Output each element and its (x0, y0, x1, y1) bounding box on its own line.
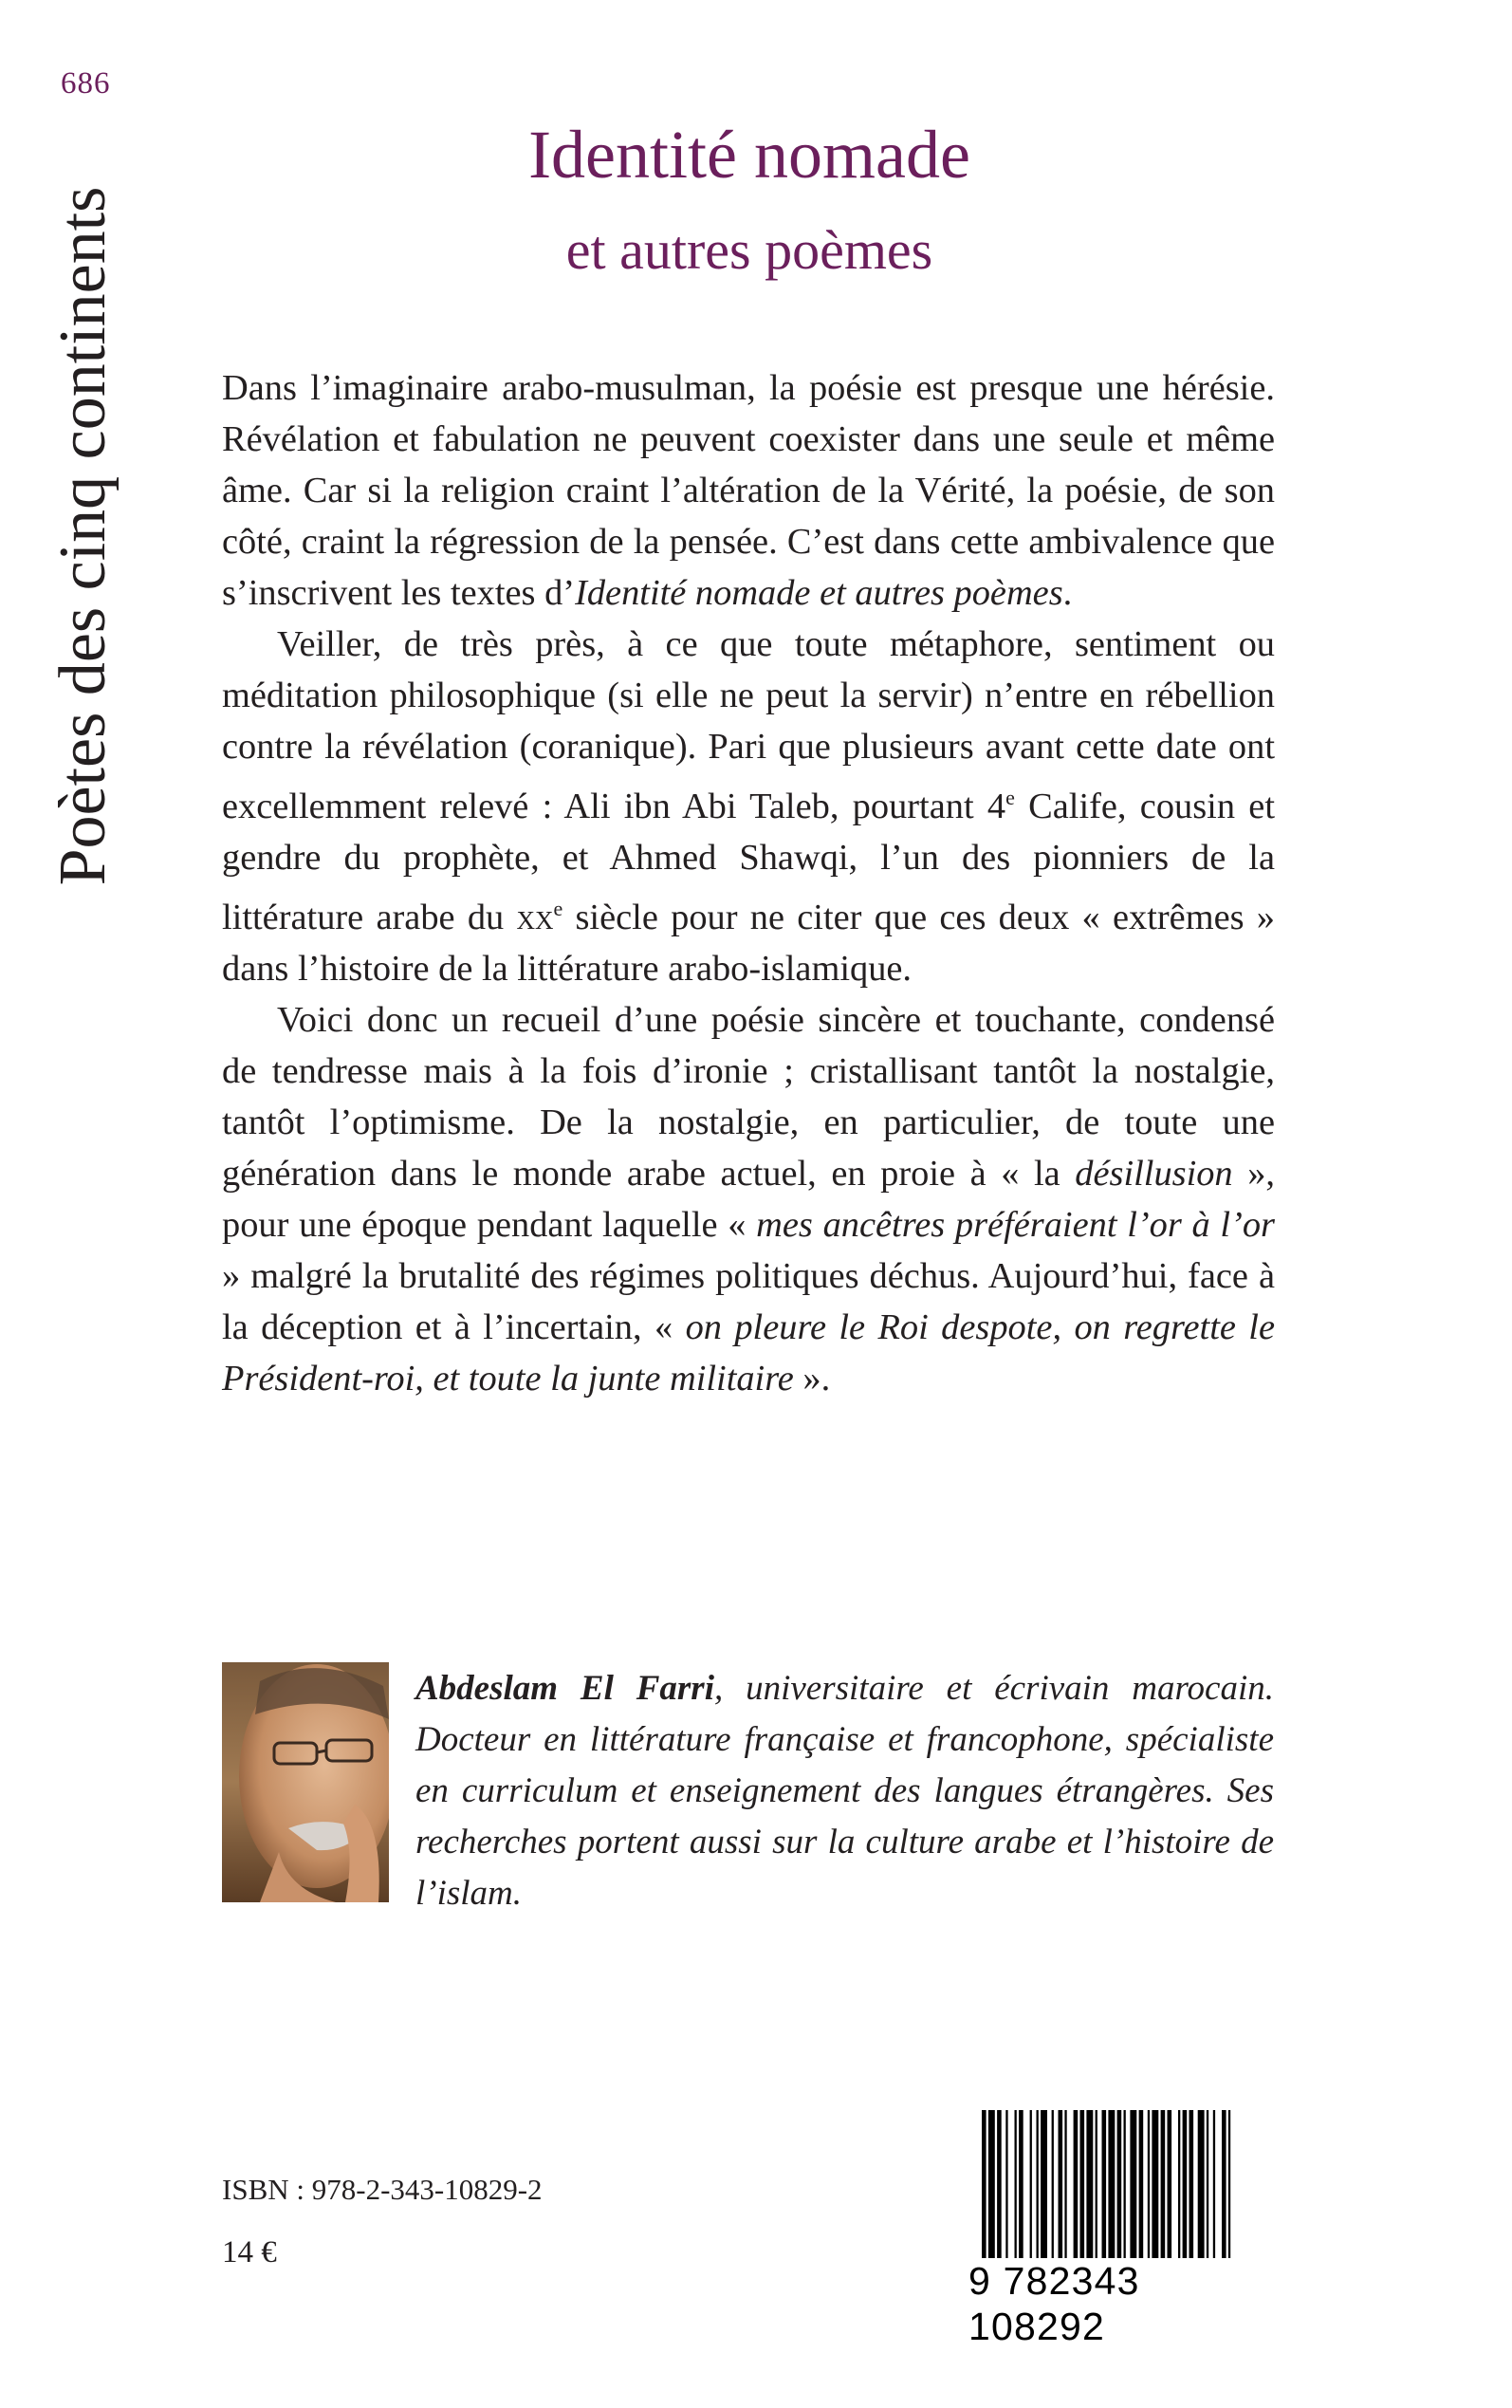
author-name: Abdeslam El Farri (415, 1669, 714, 1708)
barcode-digits: 9 782343 108292 (968, 2258, 1282, 2349)
blurb-paragraph-3: Voici donc un recueil d’une poésie sincère et touchante, condensé de tendresse mais à la fois d’ironie ; cristallisant tantôt la nostalgie, tantôt l’optimisme. De la nostalgie, en particulier, de toute une génération dans le monde arabe actuel, en proie à « la désillusion », pour une époque pendant laquelle « mes ancêtres préféraient l’or à l’or » malgré la brutalité des régimes politiques déchus. Aujourd’hui, face à la déception et à l’incertain, « on pleure le Roi despote, on regrette le Président-roi, et toute la junte militaire ». (222, 999, 1276, 1398)
blurb-paragraph-1: Dans l’imaginaire arabo-musulman, la poésie est presque une hérésie. Révélation et fabulation ne peuvent coexister dans une seule et même âme. Car si la religion craint l’altération de la Vérité, la poésie, de son côté, craint la régression de la pensée. C’est dans cette ambivalence que s’inscrivent les textes d’Identité nomade et autres poèmes. (222, 368, 1275, 613)
back-cover-blurb (222, 362, 1275, 1404)
author-bio: Abdeslam El Farri, universitaire et écrivain marocain. Docteur en littérature française et francophone, spécialiste en curriculum et enseignement des langues étrangères. Ses recherches portent aussi sur la culture arabe et l’histoire de l’islam. (415, 1669, 1274, 1913)
book-title: Identité nomade (528, 117, 970, 193)
series-number: 686 (61, 66, 111, 101)
author-photo (222, 1662, 389, 1902)
price: 14 € (222, 2235, 277, 2269)
blurb-paragraph-2: Veiller, de très près, à ce que toute métaphore, sentiment ou méditation philosophique (si elle ne peut la servir) n’entre en rébellion contre la révélation (coranique). Pari que plusieurs avant cette date ont excellemment relevé : Ali ibn Abi Taleb, pourtant 4e Calife, cousin et gendre du prophète, et Ahmed Shawqi, l’un des pionniers de la littérature arabe du $xx^e$ siècle pour ne citer que ces deux « extrêmes » dans l’histoire de la littérature arabo-islamique. (222, 624, 1275, 989)
series-title: Poètes des cinq continents (46, 186, 120, 886)
isbn: ISBN : 978-2-343-10829-2 (222, 2173, 543, 2206)
book-subtitle: et autres poèmes (565, 219, 933, 281)
